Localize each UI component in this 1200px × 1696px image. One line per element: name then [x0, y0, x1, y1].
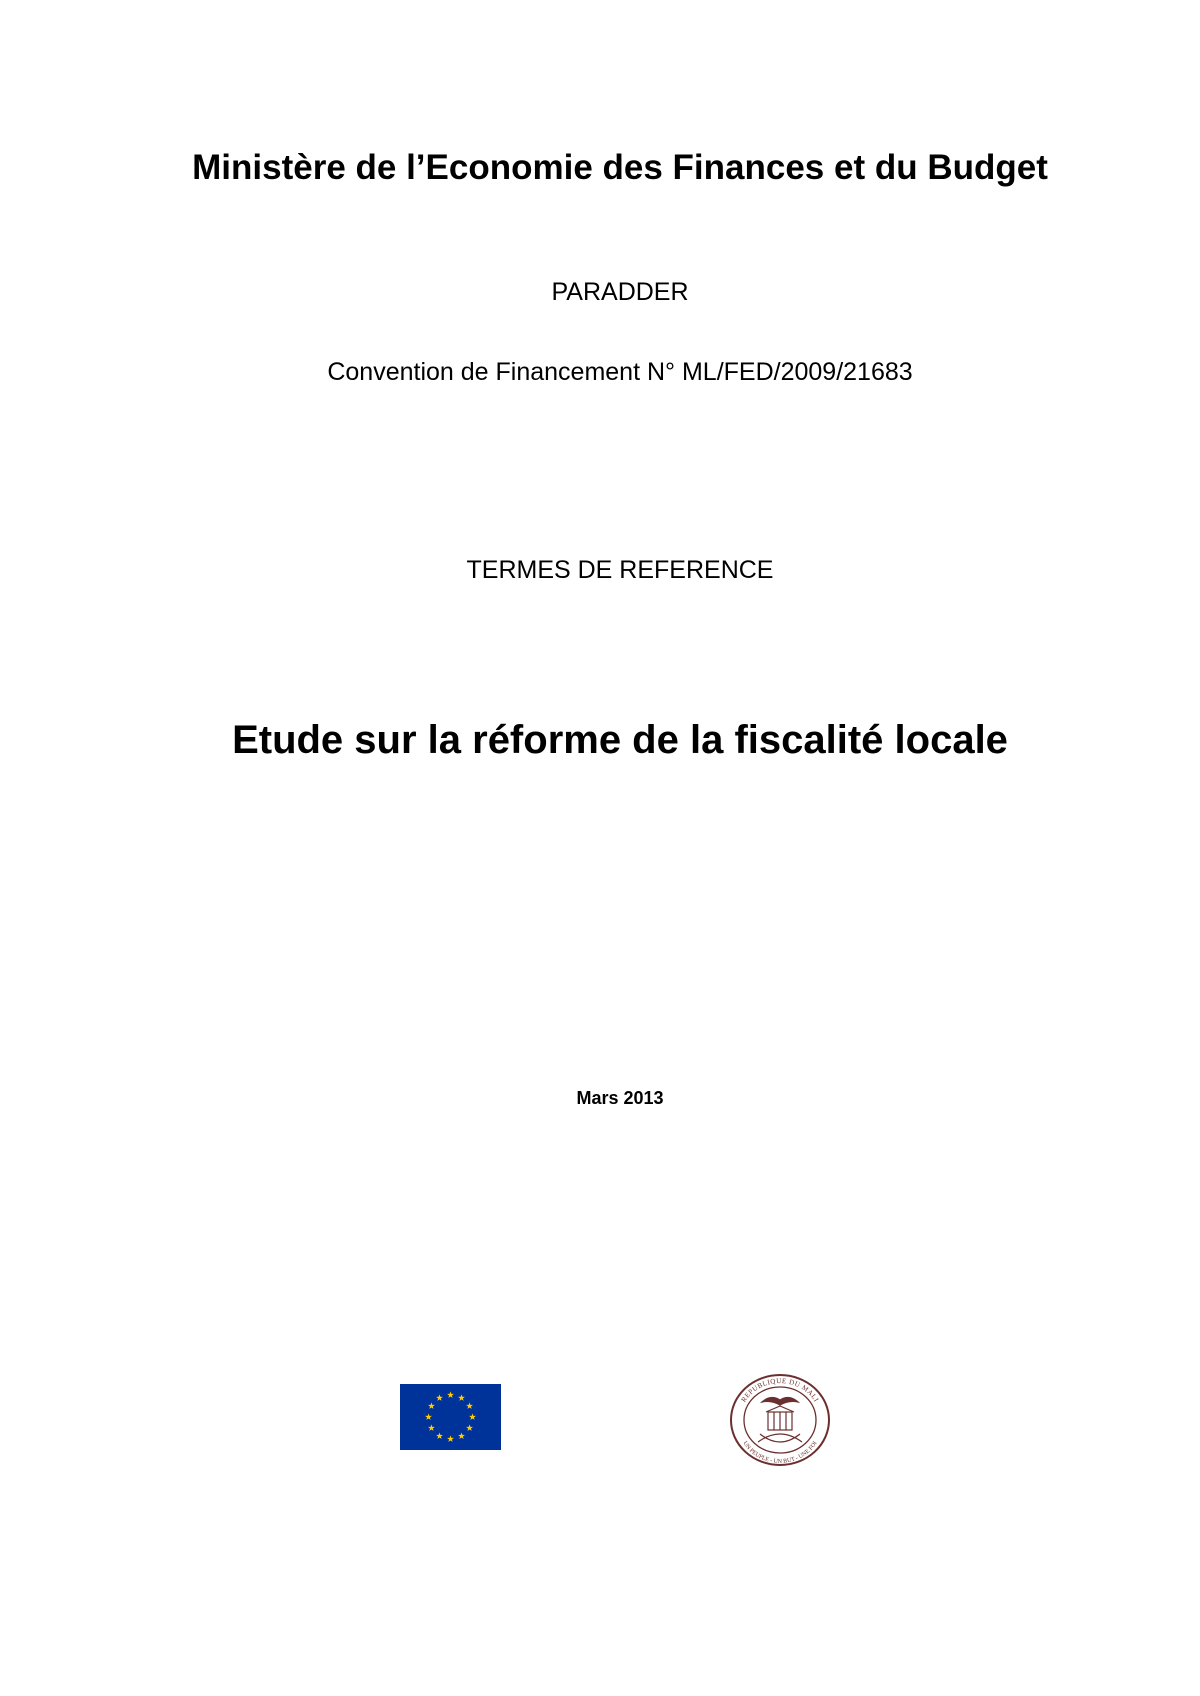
- seal-bottom-text: UN PEUPLE - UN BUT - UNE FOI: [741, 1440, 819, 1466]
- document-date: Mars 2013: [576, 1088, 664, 1108]
- document-type: TERMES DE REFERENCE: [466, 556, 774, 584]
- seal-bows: [758, 1434, 802, 1442]
- seal-emblem: [758, 1397, 802, 1442]
- program-name: PARADDER: [551, 278, 689, 306]
- eu-flag-icon: [400, 1384, 501, 1450]
- seal-bird: [762, 1397, 798, 1405]
- seal-top-text: REPUBLIQUE DU MALI: [739, 1376, 821, 1404]
- mali-seal-icon: [728, 1372, 832, 1468]
- ministry-heading: Ministère de l’Economie des Finances et du Budget: [192, 148, 1048, 187]
- financing-convention: Convention de Financement N° ML/FED/2009/21683: [327, 358, 913, 386]
- document-title: Etude sur la réforme de la fiscalité locale: [232, 718, 1008, 762]
